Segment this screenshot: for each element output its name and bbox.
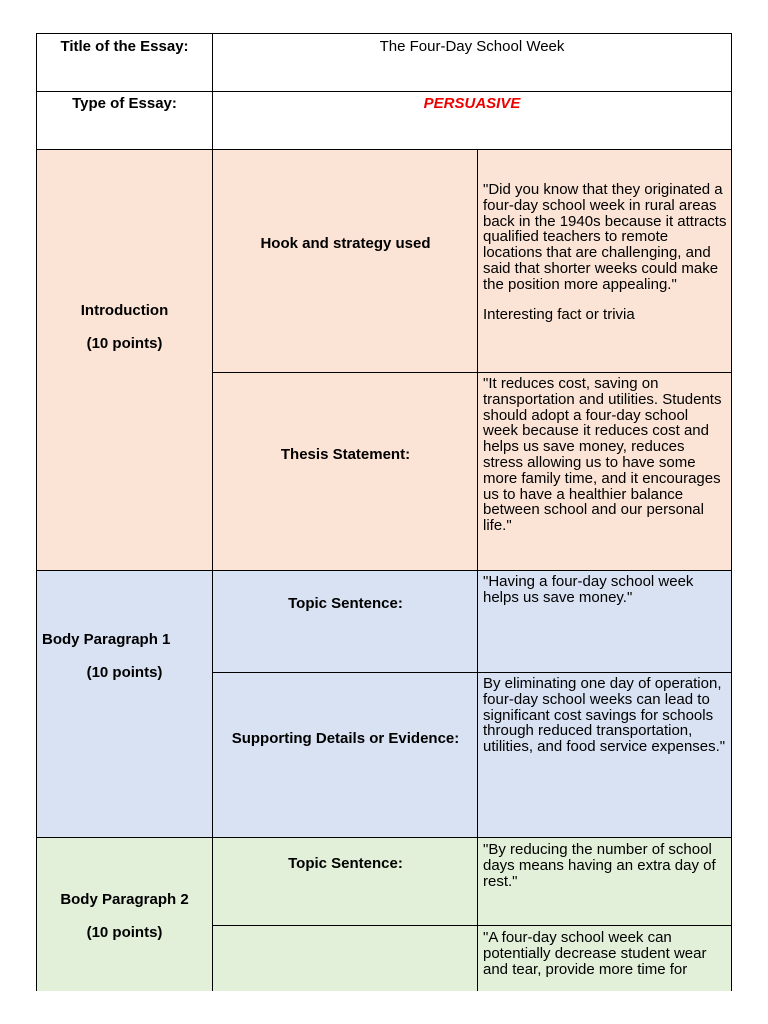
- introduction-points: (10 points): [86, 335, 163, 352]
- body2-topic-label: Topic Sentence:: [288, 855, 403, 872]
- thesis-content: "It reduces cost, saving on transportation and utilities. Students should adopt a four-day school week because it reduces cost and helps us save money, reduces stress allowing us to have some more family time, and it encourages us to have a healthier balance between school and our personal life.": [483, 375, 722, 535]
- type-label: Type of Essay:: [72, 95, 177, 112]
- body-paragraph-1-title: Body Paragraph 1: [42, 631, 171, 648]
- body1-topic-content: "Having a four-day school week helps us save money.": [483, 573, 694, 606]
- title-label: Title of the Essay:: [60, 38, 189, 55]
- table-row-divider: [212, 372, 732, 373]
- table-row-divider: [36, 570, 732, 571]
- table-row-divider: [36, 149, 732, 150]
- body2-second-content: "A four-day school week can potentially decrease student wear and tear, provide more time for: [483, 929, 707, 978]
- essay-title: The Four-Day School Week: [379, 38, 565, 55]
- essay-type: PERSUASIVE: [423, 95, 521, 112]
- thesis-label: Thesis Statement:: [280, 446, 411, 463]
- body-paragraph-2-label: [37, 891, 212, 941]
- body-paragraph-1-label: [37, 631, 212, 681]
- body-paragraph-1-points: (10 points): [86, 664, 163, 681]
- body2-topic-content: "By reducing the number of school days means having an extra day of rest.": [483, 841, 716, 890]
- table-column-divider: [212, 33, 213, 991]
- hook-strategy: Interesting fact or trivia: [483, 305, 635, 323]
- body-paragraph-2-title: Body Paragraph 2: [60, 891, 189, 908]
- introduction-title: Introduction: [80, 302, 169, 319]
- body1-topic-label: Topic Sentence:: [288, 595, 403, 612]
- introduction-label: [37, 302, 212, 352]
- body1-support-label: Supporting Details or Evidence:: [231, 730, 460, 747]
- hook-content: [483, 182, 727, 322]
- table-column-divider: [477, 149, 478, 991]
- table-row-divider: [212, 672, 732, 673]
- body1-support-content: By eliminating one day of operation, four-day school weeks can lead to significant cost savings for schools through reduced transportation, utilities, and food service expenses.": [483, 675, 726, 756]
- table-row-divider: [36, 91, 732, 92]
- table-row-divider: [36, 837, 732, 838]
- hook-label: Hook and strategy used: [260, 235, 431, 252]
- table-border-left: [36, 33, 37, 991]
- hook-text: "Did you know that they originated a four-day school week in rural areas back in the 1940s because it attracts qualified teachers to remote locations that are challenging, and said that shorter weeks could make the position more appealing.": [483, 181, 727, 293]
- table-border-top: [36, 33, 732, 34]
- table-border-right: [731, 33, 732, 991]
- body-paragraph-2-points: (10 points): [86, 924, 163, 941]
- table-row-divider: [212, 925, 732, 926]
